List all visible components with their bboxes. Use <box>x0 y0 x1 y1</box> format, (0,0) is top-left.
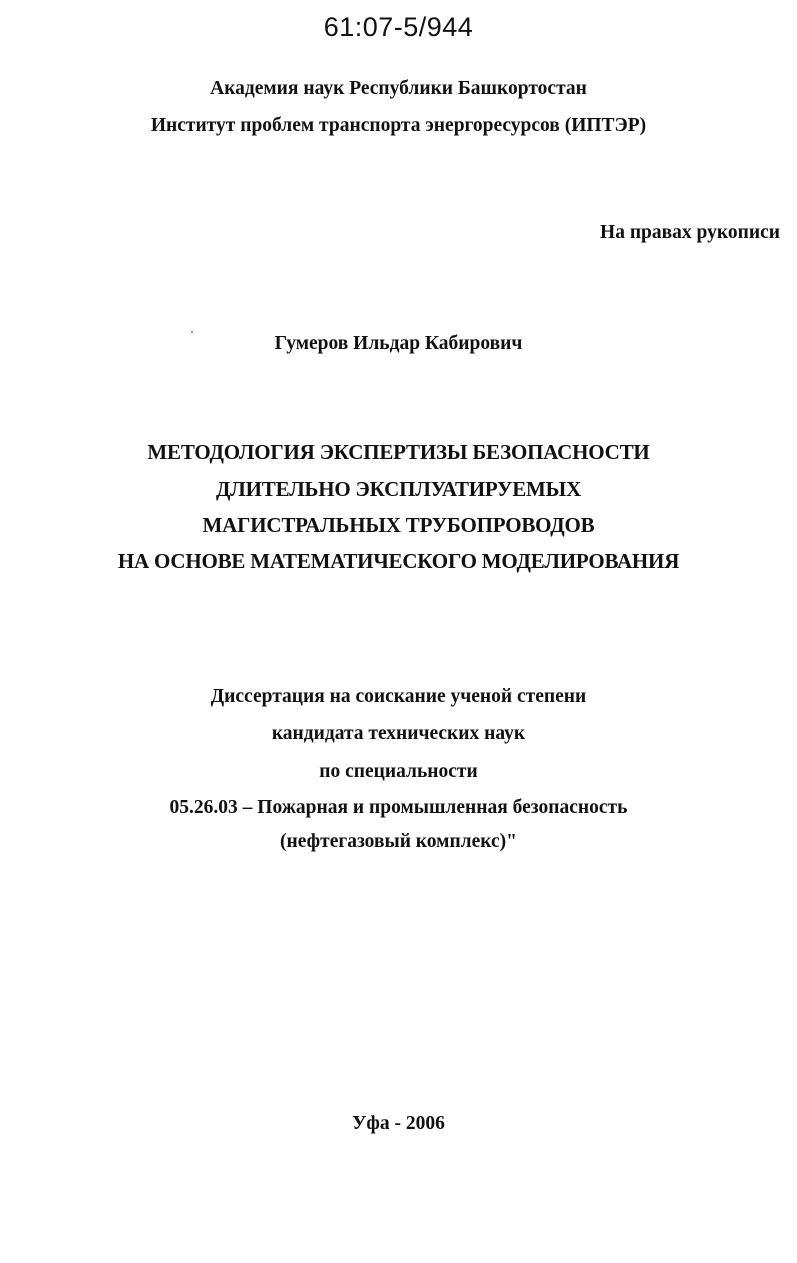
author-name: Гумеров Ильдар Кабирович <box>274 333 523 354</box>
dissertation-line-2: кандидата технических наук <box>271 723 526 744</box>
thesis-title-line-2: ДЛИТЕЛЬНО ЭКСПЛУАТИРУЕМЫХ <box>215 477 582 501</box>
thesis-title-line-3: МАГИСТРАЛЬНЫХ ТРУБОПРОВОДОВ <box>202 513 595 537</box>
dissertation-line-5: (нефтегазовый комплекс)" <box>280 831 517 852</box>
archive-code: 61:07-5/944 <box>323 12 474 42</box>
place-year: Уфа - 2006 <box>352 1113 445 1134</box>
dissertation-line-3: по специальности <box>319 761 478 782</box>
institute-name: Институт проблем транспорта энергоресурсов (ИПТЭР) <box>150 115 647 136</box>
academy-name: Академия наук Республики Башкортостан <box>210 78 587 99</box>
thesis-title-line-4: НА ОСНОВЕ МАТЕМАТИЧЕСКОГО МОДЕЛИРОВАНИЯ <box>117 549 680 573</box>
thesis-title-line-1: МЕТОДОЛОГИЯ ЭКСПЕРТИЗЫ БЕЗОПАСНОСТИ <box>147 440 650 464</box>
dissertation-line-4: 05.26.03 – Пожарная и промышленная безопасность <box>169 797 628 818</box>
dissertation-line-1: Диссертация на соискание ученой степени <box>210 686 587 707</box>
manuscript-note: На правах рукописи <box>600 222 780 243</box>
